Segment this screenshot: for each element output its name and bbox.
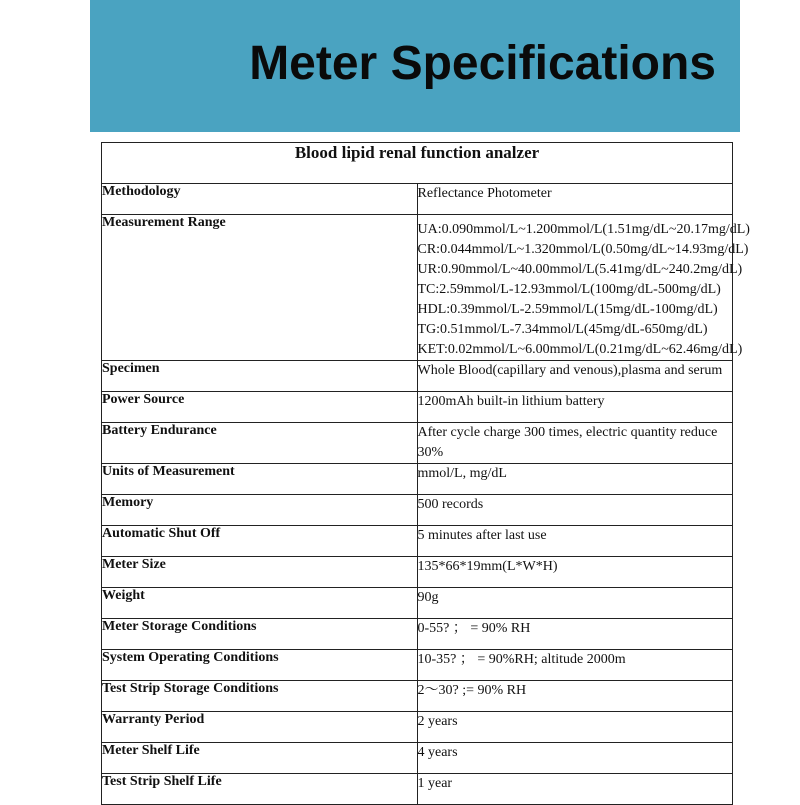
row-label: Power Source [102,392,418,423]
row-value [417,526,733,557]
table-row [102,681,733,712]
row-value [417,184,733,215]
row-label: Weight [102,588,418,619]
row-label: Meter Size [102,557,418,588]
table-row [102,588,733,619]
table-row [102,361,733,392]
value-line: 5 minutes after last use [417,528,547,543]
row-label: Meter Storage Conditions [102,619,418,650]
row-label: Test Strip Storage Conditions [102,681,418,712]
header-banner [90,0,740,132]
row-value [417,588,733,619]
table-row [102,184,733,215]
row-value [417,650,733,681]
row-value [417,361,733,392]
row-label: Automatic Shut Off [102,526,418,557]
value-line: After cycle charge 300 times, electric quantity reduce 30% [417,425,718,460]
value-line: Reflectance Photometer [417,186,552,201]
page-title: Meter Specifications [249,37,716,90]
table-row [102,712,733,743]
value-line: UA:0.090mmol/L~1.200mmol/L(1.51mg/dL~20.17mg/dL) [417,222,750,237]
row-value [417,557,733,588]
table-row [102,743,733,774]
value-line: KET:0.02mmol/L~6.00mmol/L(0.21mg/dL~62.46mg/dL) [417,342,743,357]
spec-table-body [102,184,750,805]
table-row [102,495,733,526]
row-value [417,215,750,361]
table-row [102,464,733,495]
value-line: 2～30? ;= 90% RH [417,683,527,698]
row-value [417,743,733,774]
table-row [102,650,733,681]
row-value [417,464,733,495]
value-line: HDL:0.39mmol/L-2.59mmol/L(15mg/dL-100mg/dL) [417,302,718,317]
table-row [102,215,733,361]
row-value [417,619,733,650]
row-label: Measurement Range [102,215,418,361]
value-line: 0-55? ； = 90% RH [417,621,531,636]
value-line: UR:0.90mmol/L~40.00mmol/L(5.41mg/dL~240.2mg/dL) [417,262,743,277]
table-row [102,619,733,650]
row-value [417,495,733,526]
table-caption-row [102,143,733,184]
value-line: TG:0.51mmol/L-7.34mmol/L(45mg/dL-650mg/dL) [417,322,708,337]
row-label: Warranty Period [102,712,418,743]
table-row [102,392,733,423]
table-row [102,423,733,464]
table-caption: Blood lipid renal function analzer [102,143,733,184]
spec-table [101,142,750,805]
value-line: 4 years [417,745,458,760]
value-line: 10-35? ； = 90%RH; altitude 2000m [417,652,626,667]
value-line: mmol/L, mg/dL [417,466,507,481]
table-row [102,526,733,557]
value-line: 500 records [417,497,484,512]
row-label: Memory [102,495,418,526]
row-label: System Operating Conditions [102,650,418,681]
value-line: 2 years [417,714,458,729]
value-line: CR:0.044mmol/L~1.320mmol/L(0.50mg/dL~14.93mg/dL) [417,242,749,257]
row-value [417,392,733,423]
row-label: Meter Shelf Life [102,743,418,774]
value-line: 90g [417,590,439,605]
value-line: 1200mAh built-in lithium battery [417,394,605,409]
row-label: Units of Measurement [102,464,418,495]
row-label: Battery Endurance [102,423,418,464]
row-label: Test Strip Shelf Life [102,774,418,805]
value-line: Whole Blood(capillary and venous),plasma and serum [417,363,723,378]
value-line: TC:2.59mmol/L-12.93mmol/L(100mg/dL-500mg/dL) [417,282,721,297]
value-line: 1 year [417,776,453,791]
row-value [417,681,733,712]
row-value [417,423,733,464]
row-label: Specimen [102,361,418,392]
row-value [417,712,733,743]
row-label: Methodology [102,184,418,215]
table-row [102,557,733,588]
value-line: 135*66*19mm(L*W*H) [417,559,558,574]
